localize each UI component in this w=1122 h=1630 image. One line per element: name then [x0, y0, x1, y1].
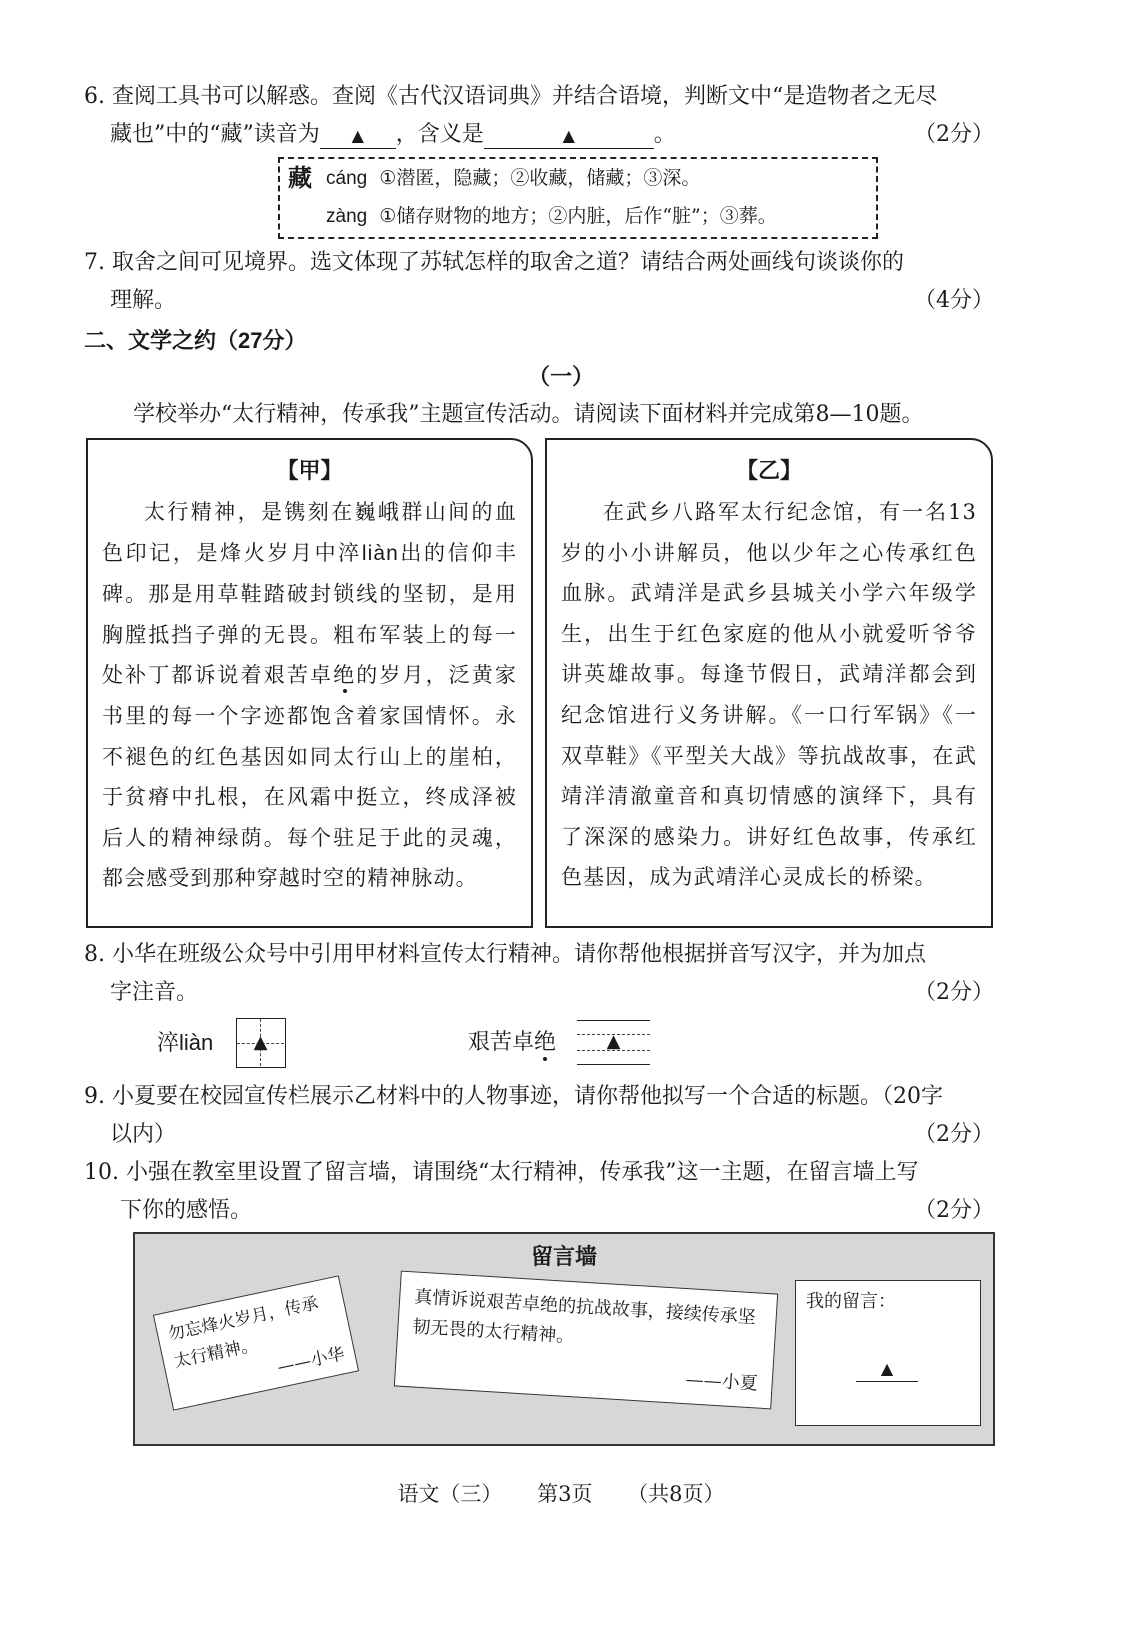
dict-entry-zang: [326, 197, 777, 236]
q9-line1: 9. 小夏要在校园宣传栏展示乙材料中的人物事迹，请你帮他拟写一个合适的标题。（20字: [84, 1084, 943, 1109]
panel-a-title: 【甲】: [276, 458, 343, 484]
note3-label: 我的留言：: [806, 1291, 896, 1312]
q6-answer-blank-meaning[interactable]: [484, 122, 654, 149]
dict-meanings-cang: ①潜匿，隐藏；②收藏，储藏；③深。: [379, 167, 701, 189]
dictionary-entry-box: [278, 157, 878, 239]
q8-line2: 字注音。: [110, 980, 199, 1005]
panel-a-pinyin: liàn: [361, 541, 399, 565]
section2-heading: 二、文学之约（27分）: [84, 328, 307, 353]
q10-line1: 10. 小强在教室里设置了留言墙，请围绕“太行精神，传承我”这一主题，在留言墙上写: [84, 1160, 919, 1185]
triangle-icon: ▲: [606, 1031, 621, 1052]
dict-headword: 藏: [288, 163, 312, 192]
q7-line1: 7. 取舍之间可见境界。选文体现了苏轼怎样的取舍之道？请结合两处画线句谈谈你的: [84, 250, 904, 275]
pinyin-line-top: [577, 1020, 650, 1021]
note1-signature: ——小华: [275, 1344, 347, 1378]
panel-a-text-part2: 出的信仰丰碑。那是用草鞋踏破封锁线的坚韧，是用胸膛抵挡子弹的无畏。粗布军装上的每一处补丁都诉说着艰苦卓: [102, 540, 517, 688]
q8-pinyin-lines[interactable]: [577, 1018, 650, 1068]
q8-item1-char: 淬: [157, 1031, 180, 1056]
q6-score: （2分）: [914, 122, 994, 147]
q8-item1-pinyin: liàn: [179, 1030, 214, 1055]
triangle-icon: ▲: [880, 1359, 894, 1378]
dict-entry-cang: [326, 159, 700, 198]
panel-a-text-part3: 的岁月，泛黄家书里的每一个字迹都饱含着家国情怀。永不褪色的红色基因如同太行山上的崖柏，于贫瘠中扎根，在风霜中挺立，终成泽被后人的精神绿荫。每个驻足于此的灵魂，都会感受到那种穿越时空的精神脉动。: [102, 663, 517, 891]
q8-item2-text: 艰苦卓: [468, 1030, 535, 1055]
material-panel-b: [545, 438, 993, 928]
section2-subheading: （一）: [527, 364, 594, 389]
sticky-note-xiaoxia: [394, 1271, 778, 1410]
note1-text: 勿忘烽火岁月，传承太行精神。: [166, 1293, 321, 1373]
q6-line2-b: ，含义是: [395, 122, 484, 147]
message-wall: [133, 1232, 995, 1446]
panel-b-title: 【乙】: [735, 458, 802, 484]
panel-a-text: [102, 492, 517, 899]
dict-pinyin-cang: cáng: [326, 168, 368, 189]
q6-answer-blank-reading[interactable]: [320, 122, 396, 149]
q8-item2-label: [468, 1024, 556, 1062]
q6-line2: [110, 116, 990, 154]
triangle-icon: ▲: [253, 1032, 268, 1053]
panel-a-dotted-char: 绝: [333, 663, 357, 688]
q8-line1: 8. 小华在班级公众号中引用甲材料宣传太行精神。请你帮他根据拼音写汉字，并为加点: [84, 942, 926, 967]
sticky-note-xiaohua: [153, 1275, 359, 1410]
panel-b-text: 在武乡八路军太行纪念馆，有一名13岁的小小讲解员，他以少年之心传承红色血脉。武靖洋是武乡县城关小学六年级学生，出生于红色家庭的他从小就爱听爷爷讲英雄故事。每逢节假日，武靖洋都会到纪念馆进行义务讲解。《一口行军锅》《一双草鞋》《平型关大战》等抗战故事，在武靖洋清澈童音和真切情感的演绎下，具有了深深的感染力。讲好红色故事，传承红色基因，成为武靖洋心灵成长的桥梁。: [561, 500, 977, 890]
footer-subject: 语文（三）: [397, 1482, 503, 1506]
q8-item1-label: [157, 1024, 213, 1063]
triangle-icon: ▲: [562, 126, 575, 145]
q7-line2: 理解。: [110, 288, 177, 313]
material-panel-a: [86, 438, 533, 928]
q8-tianzige-box[interactable]: [236, 1018, 286, 1068]
q6-line1: 6. 查阅工具书可以解惑。查阅《古代汉语词典》并结合语境，判断文中“是造物者之无尽: [84, 84, 938, 109]
q9-line2: 以内）: [110, 1122, 177, 1147]
page-footer: [0, 1478, 1122, 1508]
message-wall-title: 留言墙: [530, 1244, 597, 1269]
footer-page-number: 第3页: [537, 1482, 593, 1506]
note2-text: 真情诉说艰苦卓绝的抗战故事，接续传承坚韧无畏的太行精神。: [411, 1286, 757, 1348]
q6-line2-c: 。: [653, 122, 676, 147]
my-message-answer-blank[interactable]: [856, 1357, 918, 1382]
q9-score: （2分）: [914, 1122, 994, 1147]
panel-a-text-part1: 太行精神，是镌刻在巍峨群山间的血色印记，是烽火岁月中淬: [102, 500, 517, 565]
q6-line2-a: 藏也”中的“藏”读音为: [110, 122, 320, 147]
dict-meanings-zang: ①储存财物的地方；②内脏，后作“脏”；③葬。: [379, 205, 777, 227]
pinyin-line-bottom: [577, 1064, 650, 1065]
footer-total-pages: （共8页）: [627, 1482, 725, 1506]
note2-signature: ——小夏: [685, 1369, 759, 1395]
section2-intro: 学校举办“太行精神，传承我”主题宣传活动。请阅读下面材料并完成第8—10题。: [133, 402, 924, 427]
q10-line2: 下你的感悟。: [120, 1198, 253, 1223]
q10-score: （2分）: [914, 1198, 994, 1223]
q8-score: （2分）: [914, 980, 994, 1005]
triangle-icon: ▲: [351, 126, 364, 145]
my-message-card[interactable]: [795, 1280, 981, 1426]
q8-item2-dotted-char: 绝: [534, 1030, 557, 1055]
dict-pinyin-zang: zàng: [326, 206, 368, 227]
q7-score: （4分）: [914, 288, 994, 313]
